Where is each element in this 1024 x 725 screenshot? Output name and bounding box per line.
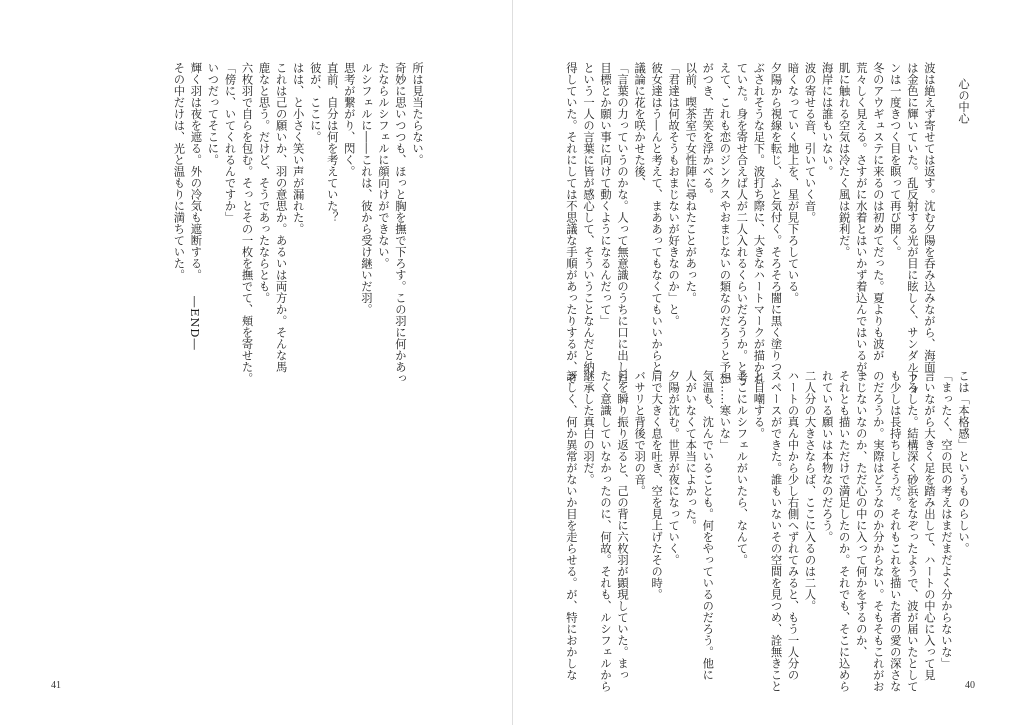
text-line: まじないなのか、ただ心の中に入って何かをするのか、 — [854, 370, 868, 658]
text-line: ぶされそうな足下。波打ち際に、大きなハートマークが描かれ — [752, 62, 766, 384]
text-line: 「傍に、いてくれるんですか」 — [223, 62, 237, 223]
text-line: 人がいなくて本当によかった。 — [684, 370, 698, 531]
text-line: 肩で大きく息を吐き、空を見上げたその時。 — [650, 370, 664, 600]
end-mark: ―END― — [188, 296, 201, 351]
text-line: 直前、自分は何を考えていた？ — [325, 62, 339, 223]
text-line: 肌に触れる空気は冷たく風は鋭利だ。 — [837, 62, 851, 258]
text-line: 輝く羽は夜を遮る。外の冷気も遮断する。 — [189, 62, 203, 281]
text-line: 彼女達はう―んと考えて、まああってもなくてもいいからと — [650, 62, 664, 373]
text-line: はは、と小さく笑い声が漏れた。 — [291, 62, 305, 235]
text-line: えて、これも恋のジンクスやおまじないの類なのだろうと予想 — [718, 62, 732, 384]
text-line: 「まったく、空の民の考えはまだまだよく分からないな」 — [939, 370, 953, 669]
text-line: スペースができた。誰もいないその空間を見つめ、詮無きこと — [769, 370, 783, 692]
text-line: 奇妙に思いつつも、ほっと胸を撫で下ろす。この羽に何かあっ — [393, 62, 407, 384]
text-line: という一人の言葉に皆が感心して、そういうことなんだと納 — [581, 62, 595, 373]
text-line: れている願いは本物なのだろう。 — [820, 370, 834, 543]
text-line: と自嘲する。 — [752, 370, 766, 439]
text-line: 「君達は何故そうもおまじないが好きなのか」と。 — [667, 62, 681, 327]
text-line: こは「本格感」というものらしい。 — [957, 370, 970, 554]
text-line — [938, 62, 955, 359]
text-line: 目標とか願い事に向けて動くようになるんだって」 — [599, 62, 613, 327]
text-line: 六枚羽で自らを包む。そっとその一枚を撫でて、頬を寄せた。 — [240, 62, 254, 384]
text-line: たならルシフェルに顔向けができない。 — [376, 62, 390, 269]
text-line: がつき、苦笑を浮かべる。 — [701, 62, 715, 200]
text-line: ハートの真ん中から少し右側へずれてみると、もう一人分の — [786, 370, 800, 681]
text-line: 鹿なと思う。だけど、そうであったならとも。 — [257, 62, 271, 304]
text-line: ここにルシフェルがいたら、なんて。 — [735, 370, 749, 566]
right-page — [512, 0, 1024, 725]
text-line: 思考が繋がり、閃く。 — [342, 62, 356, 177]
text-line: 夕陽から視線を転じ、ふと気付く。そろそろ闇に黒く塗りつ — [769, 62, 783, 373]
text-line: 暗くなっていく地上を、星が見下ろしている。 — [786, 62, 800, 304]
text-line: も少しは長持ちしそうだ。それもこれを描いた者の愛の深さな — [888, 370, 902, 692]
text-line: 議論に花を咲かせた後、 — [633, 62, 647, 189]
text-line: 所は見当たらない。 — [411, 62, 424, 166]
text-line: ていた。身を寄せ合えば人が二人入れるくらいだろうか。と考 — [735, 62, 749, 384]
text-line: 荒々しく見える。さすがに水着とはいかず着込んではいるが、 — [854, 62, 868, 384]
text-line: 言いながら大きく足を踏み出して、ハートの中心に入って見 — [922, 370, 936, 681]
text-line: ンは一度きつく目を瞑って再び開く。 — [888, 62, 902, 258]
text-line: 冬のアウギュステに来るのは初めてだった。夏よりも波が — [871, 62, 885, 361]
text-line: 継承した真白の羽だ。 — [581, 370, 595, 485]
text-line: 海岸には誰もいない。 — [820, 62, 834, 177]
text-line: のだろうか。実際はどうなのか分からない。そもそもこれがお — [871, 370, 885, 692]
text-line: 彼が、ここに。 — [308, 62, 322, 143]
text-line: その中だけは、光と温もりに満ちていた。 — [172, 62, 186, 281]
text-line: 訝しく、何か異常がないか目を走らせる。が、特におかしな — [564, 370, 578, 681]
text-line: 「……寒いな」 — [718, 370, 732, 451]
text-line: 目を瞬り振り返ると、己の背に六枚羽が顕現していた。まっ — [616, 370, 630, 681]
text-line: 気温も、沈んでいることも。何をやっているのだろう。他に — [701, 370, 715, 681]
text-line: 得していた。それにしては不思議な手順があったりするが、そ — [564, 62, 578, 384]
page-number-right: 40 — [965, 680, 975, 691]
text-line: いつだってそこに。 — [206, 62, 220, 166]
text-line: バサリと背後で羽の音。 — [633, 370, 647, 497]
text-line: 下ろした。結構深く砂浜をなぞったようで、波が届いたとして — [905, 370, 919, 692]
text-line: これは己の願いか、羽の意思か。あるいは両方か。そんな馬 — [274, 62, 288, 373]
text-line: 「言葉の力っていうのかな。人って無意識のうちに口に出した — [616, 62, 630, 384]
text-line: 夕陽が沈む。世界が夜になっていく。 — [667, 370, 681, 566]
text-line: たく意識していなかったのに、何故。それも、ルシフェルから — [599, 370, 613, 692]
text-line: 以前、喫茶室で女性陣に尋ねたことがあった。 — [684, 62, 698, 304]
page-number-left: 41 — [51, 680, 61, 691]
chapter-title: 心の中心 — [957, 78, 970, 124]
text-line: 二人分の大きさならば、ここに入るのは二人。 — [803, 370, 817, 612]
right-page-top-text — [564, 62, 972, 396]
text-line: 波は絶えず寄せては返す。沈む夕陽を呑み込みながら、海面 — [922, 62, 936, 373]
text-line: は金色に輝いていた。乱反射する光が目に眩しく、サンダルフォ — [905, 62, 919, 396]
text-line: 波の寄せる音、引いていく音。 — [803, 62, 817, 223]
text-line: ルシフェルに――これは、彼から受け継いだ羽。 — [359, 62, 373, 315]
text-line: それとも描いただけで満足したのか。それでも、そこに込めら — [837, 370, 851, 692]
